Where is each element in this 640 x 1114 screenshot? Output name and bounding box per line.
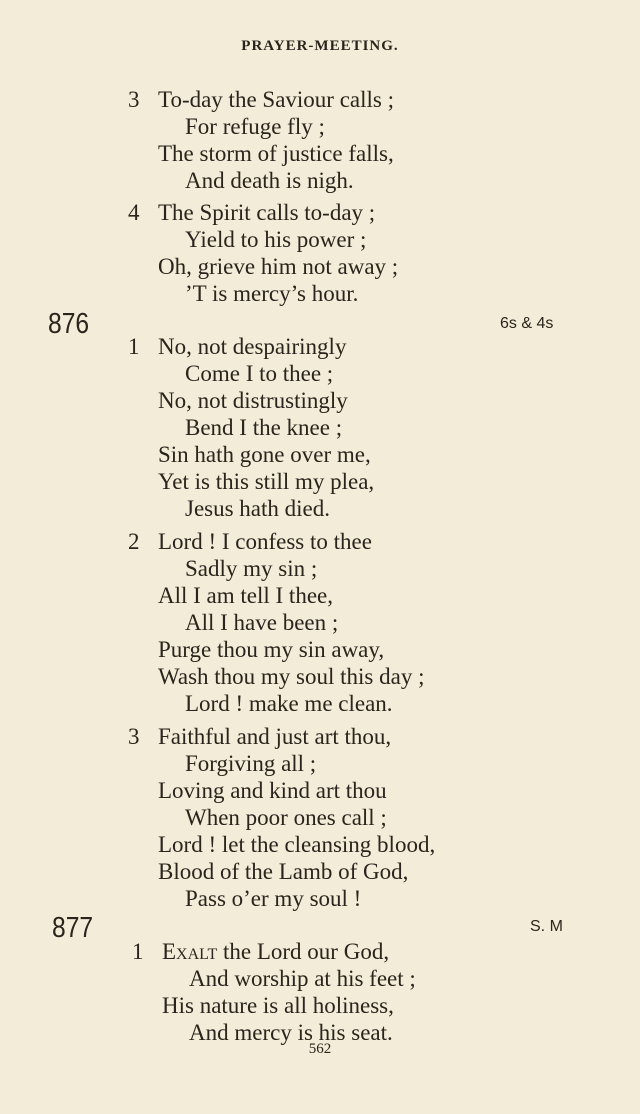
hymn-number: 876 <box>48 308 90 340</box>
verse-line: Faithful and just art thou, <box>158 724 392 749</box>
verse-line: Yield to his power ; <box>185 227 367 252</box>
verse-line: Loving and kind art thou <box>158 778 387 803</box>
verse-number: 1 <box>128 334 140 359</box>
verse-line: Purge thou my sin away, <box>158 637 385 662</box>
verse-line: Yet is this still my plea, <box>158 469 375 494</box>
verse-line: Lord ! let the cleansing blood, <box>158 832 436 857</box>
verse-line: Come I to thee ; <box>185 361 334 386</box>
verse-line: Bend I the knee ; <box>185 415 343 440</box>
verse-number: 3 <box>128 724 140 749</box>
verse-line: Sin hath gone over me, <box>158 442 371 467</box>
verse-line: Lord ! I confess to thee <box>158 529 372 554</box>
verse-line: Lord ! make me clean. <box>185 691 393 716</box>
first-word: Exalt <box>162 939 218 964</box>
verse-line: Jesus hath died. <box>185 496 331 521</box>
hymn-number: 877 <box>52 912 94 944</box>
verse-line: His nature is all holiness, <box>162 993 394 1018</box>
verse-line: And worship at his feet ; <box>189 966 416 991</box>
verse-line: All I have been ; <box>185 610 339 635</box>
verse-line: The Spirit calls to-day ; <box>158 200 376 225</box>
verse-number: 4 <box>128 200 140 225</box>
page-number: 562 <box>308 1041 332 1057</box>
verse-line: And death is nigh. <box>185 168 354 193</box>
verse-line: ’T is mercy’s hour. <box>185 281 359 306</box>
running-head: PRAYER-MEETING. <box>241 38 399 54</box>
verse-line: Blood of the Lamb of God, <box>158 859 409 884</box>
verse-line: All I am tell I thee, <box>158 583 333 608</box>
verse-line: Sadly my sin ; <box>185 556 318 581</box>
verse-number: 1 <box>132 939 144 964</box>
verse-line: When poor ones call ; <box>185 805 387 830</box>
verse-line: Forgiving all ; <box>185 751 317 776</box>
verse-line <box>162 938 389 965</box>
verse-number: 2 <box>128 529 140 554</box>
first-line-rest: the Lord our God, <box>217 939 390 964</box>
verse-line: No, not despairingly <box>158 334 347 359</box>
verse-line: The storm of justice falls, <box>158 141 394 166</box>
verse-line: To-day the Saviour calls ; <box>158 87 394 112</box>
verse-line: No, not distrustingly <box>158 388 348 413</box>
verse-line: Pass o’er my soul ! <box>185 886 362 911</box>
hymn-meter: 6s & 4s <box>500 315 554 332</box>
verse-line: And mercy is his seat. <box>189 1020 393 1045</box>
verse-line: For refuge fly ; <box>185 114 325 139</box>
verse-number: 3 <box>128 87 140 112</box>
verse-line: Wash thou my soul this day ; <box>158 664 425 689</box>
verse-line: Oh, grieve him not away ; <box>158 254 399 279</box>
hymn-meter: S. M <box>530 918 563 935</box>
